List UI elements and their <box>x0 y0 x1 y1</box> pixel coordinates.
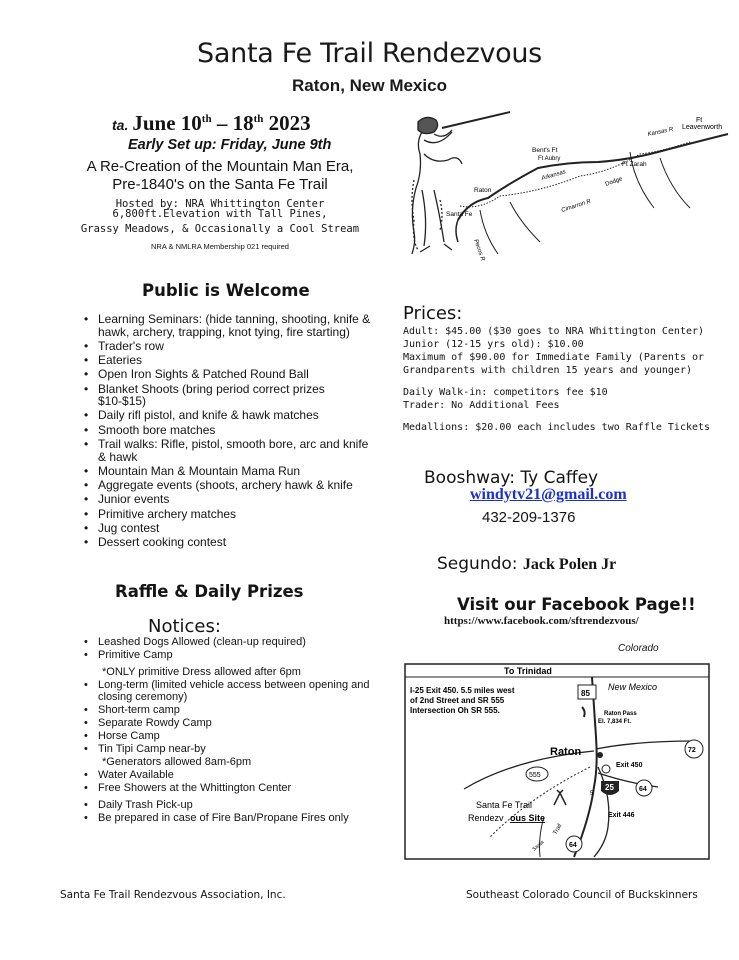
membership-note: NRA & NMLRA Membership 021 required <box>151 242 289 251</box>
raton-marker-icon <box>597 752 603 758</box>
notice-item: • Long-term (limited vehicle access between opening and closing ceremony) <box>84 679 374 703</box>
email-link[interactable]: windytv21@gmail.com <box>470 486 627 503</box>
date-suffix-2: th <box>253 113 264 125</box>
route-85-shield <box>578 685 596 699</box>
date-suffix-1: th <box>201 113 212 125</box>
hosted-by <box>70 199 370 219</box>
hosted-line-2: 6,800ft.Elevation with Tall Pines, <box>112 208 328 220</box>
notice-item: • Horse Camp <box>84 730 374 742</box>
segundo-name: Jack Polen Jr <box>522 556 617 573</box>
list-item: • Eateries <box>84 354 374 367</box>
svg-text:64: 64 <box>569 842 577 849</box>
map-directions-2: of 2nd Street and SR 555 <box>410 696 505 705</box>
map-exit-446: Exit 446 <box>608 812 635 819</box>
list-item: • Learning Seminars: (hide tanning, shooting, knife & hawk, archery, trapping, knot tying, fire starting) <box>84 313 374 338</box>
grassy-meadows: Grassy Meadows, & Occasionally a Cool Stream <box>80 223 360 235</box>
map-label-raton: Raton <box>474 187 492 194</box>
map-colorado-label: Colorado <box>618 643 659 654</box>
trail-illustration <box>400 110 730 270</box>
route-64-shield-east <box>636 780 652 796</box>
map-label-leavenworth: Leavenworth <box>682 124 723 131</box>
prices-block <box>403 325 733 434</box>
date-start: June 10 <box>132 111 202 135</box>
map-label-zarah: Ft Zarah <box>622 161 647 168</box>
facebook-heading: Visit our Facebook Page!! <box>457 595 696 614</box>
svg-text:72: 72 <box>688 747 696 754</box>
map-label-aubry: Ft Aubry <box>538 156 561 162</box>
mountain-man-figure <box>412 112 510 254</box>
notice-item: • Free Showers at the Whittington Center <box>84 782 374 794</box>
hosted-line-1: Hosted by: NRA Whittington Center <box>115 198 325 210</box>
price-adult: Adult: $45.00 ($30 goes to NRA Whittington Center) <box>403 326 705 337</box>
date-prefix: ta. <box>112 117 129 133</box>
notice-subitem: *Generators allowed 8am-6pm <box>102 756 252 768</box>
early-setup: Early Set up: Friday, June 9th <box>128 137 332 153</box>
map-site-1: Santa Fe Trail <box>476 800 533 810</box>
recreation-line-2: Pre-1840's on the Santa Fe Trail <box>112 176 328 193</box>
list-item: • Jug contest <box>84 522 374 535</box>
page-location: Raton, New Mexico <box>292 76 447 95</box>
list-item: • Smooth bore matches <box>84 424 374 437</box>
map-raton-pass: Raton Pass <box>604 711 637 717</box>
segundo <box>437 554 616 574</box>
map-raton-pass-elev: El. 7,834 Ft. <box>598 719 632 725</box>
list-item: • Trader's row <box>84 340 374 353</box>
map-santa-text: Santa <box>531 839 546 853</box>
notices-list <box>84 636 374 825</box>
trail-route <box>458 134 728 220</box>
location-map <box>404 663 710 860</box>
notice-item: • Separate Rowdy Camp <box>84 717 374 729</box>
event-dates <box>112 111 311 136</box>
map-label-arkansas: Arkansas <box>540 169 567 182</box>
list-item: • Trail walks: Rifle, pistol, smooth bore, arc and knife & hawk <box>84 438 374 463</box>
facebook-link[interactable]: https://www.facebook.com/sftrendezvous/ <box>444 615 639 627</box>
list-item: • Junior events <box>84 493 374 506</box>
price-medallions: Medallions: $20.00 each includes two Raffle Tickets <box>403 422 711 433</box>
svg-text:64: 64 <box>639 786 647 793</box>
map-site-3: ous Site <box>510 813 546 823</box>
svg-text:25: 25 <box>605 783 614 792</box>
footer-association: Santa Fe Trail Rendezvous Association, Inc. <box>60 889 286 901</box>
list-item: • Primitive archery matches <box>84 508 374 521</box>
map-directions-1: I-25 Exit 450. 5.5 miles west <box>410 686 515 695</box>
route-87-shield <box>602 765 610 773</box>
recreation-text <box>70 158 370 194</box>
page-title: Santa Fe Trail Rendezvous <box>197 38 542 69</box>
list-item: • Blanket Shoots (bring period correct prizes $10-$15) <box>84 383 374 408</box>
map-label-bents: Bent's Ft <box>532 147 558 154</box>
map-site-2: Rendezv <box>468 813 504 823</box>
notice-item: • Water Available <box>84 769 374 781</box>
map-label-santa-fe: Santa Fe <box>446 211 473 218</box>
map-exit-450: Exit 450 <box>616 762 643 769</box>
map-raton: Raton <box>550 746 582 758</box>
notice-item: • Daily Trash Pick-up <box>84 799 374 811</box>
svg-text:85: 85 <box>581 689 590 698</box>
svg-text:555: 555 <box>529 772 541 779</box>
list-item: • Aggregate events (shoots, archery hawk & knife <box>84 479 374 492</box>
notice-subitem: *ONLY primitive Dress allowed after 6pm <box>102 666 301 678</box>
map-route-5: 5 <box>590 791 594 797</box>
map-label-dodge: Dodge <box>604 176 624 188</box>
route-25-shield <box>601 781 619 795</box>
raffle-heading: Raffle & Daily Prizes <box>115 582 304 601</box>
route-72-shield <box>685 740 703 758</box>
map-new-mexico: New Mexico <box>608 682 658 692</box>
list-item: • Daily rifl pistol, and knife & hawk matches <box>84 409 374 422</box>
map-label-pecos: Pecos R <box>472 238 486 263</box>
notice-item: • Short-term camp <box>84 704 374 716</box>
route-64-shield-south <box>566 836 582 852</box>
price-maximum: Maximum of $90.00 for Immediate Family (Parents or Grandparents with children 15 years and younger) <box>403 352 705 376</box>
price-trader: Trader: No Additional Fees <box>403 400 560 411</box>
list-item: • Open Iron Sights & Patched Round Ball <box>84 368 374 381</box>
notice-item: • Leashed Dogs Allowed (clean-up required) <box>84 636 374 648</box>
price-walkin: Daily Walk-in: competitors fee $10 <box>403 387 608 398</box>
map-trail-text: Trail <box>552 823 564 836</box>
prices-heading: Prices: <box>403 303 463 324</box>
map-to-trinidad: To Trinidad <box>504 666 552 676</box>
footer-council: Southeast Colorado Council of Buckskinners <box>466 889 698 901</box>
notice-item: • Tin Tipi Camp near-by <box>84 743 374 755</box>
notices-heading: Notices: <box>148 616 221 637</box>
map-label-ft: Ft <box>696 117 703 124</box>
notice-item: • Primitive Camp <box>84 649 374 661</box>
activities-list <box>84 313 374 551</box>
public-heading: Public is Welcome <box>142 281 310 300</box>
map-label-kansas: Kansas R <box>647 126 674 138</box>
map-directions-3: Intersection Oh SR 555. <box>410 706 500 715</box>
notice-item: • Be prepared in case of Fire Ban/Propane Fires only <box>84 812 374 824</box>
price-junior: Junior (12-15 yrs old): $10.00 <box>403 339 584 350</box>
map-label-cimarron: Cimarron R <box>560 198 592 214</box>
list-item: • Mountain Man & Mountain Mama Run <box>84 465 374 478</box>
booshway: Booshway: Ty Caffey <box>424 468 599 488</box>
segundo-label: Segundo: <box>437 554 523 574</box>
date-dash: – 18 <box>211 111 254 135</box>
route-555-shield <box>526 767 548 781</box>
recreation-line-1: A Re-Creation of the Mountain Man Era, <box>86 158 354 175</box>
phone-number: 432-209-1376 <box>482 509 576 526</box>
date-year: 2023 <box>263 111 311 135</box>
list-item: • Dessert cooking contest <box>84 536 374 549</box>
